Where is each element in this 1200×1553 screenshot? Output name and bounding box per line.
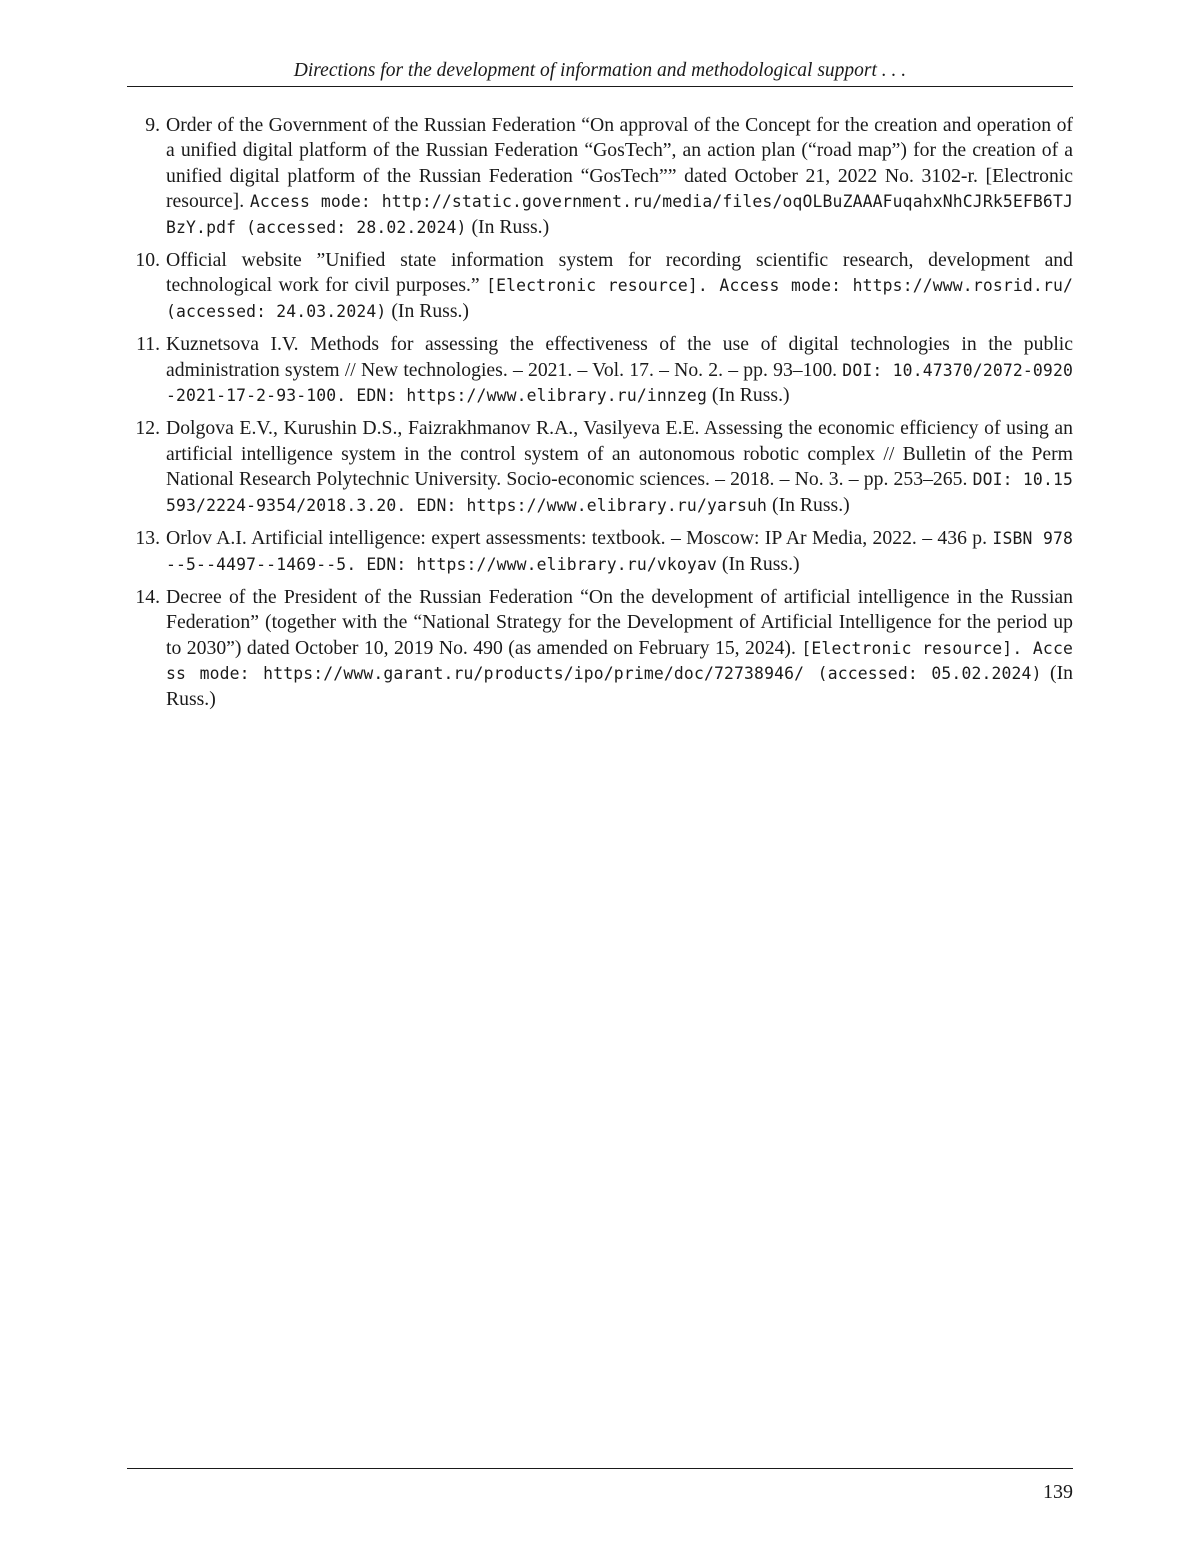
reference-access-info: ISBN 978--5--4497--1469--5. EDN: https://www.elibrary.ru/vkoyav xyxy=(166,529,1074,574)
reference-text-segment: (In Russ.) xyxy=(386,299,469,322)
reference-text xyxy=(166,332,1073,408)
reference-access-info: [Electronic resource]. Access mode: https://www.garant.ru/products/ipo/prime/doc/72738946/ (accessed: 05.02.2024) xyxy=(166,638,1073,684)
reference-number: 10. xyxy=(135,249,160,272)
reference-item xyxy=(127,332,1073,408)
reference-text-segment: (In Russ.) xyxy=(767,493,850,516)
reference-item xyxy=(127,113,1073,240)
reference-number: 11. xyxy=(136,333,160,356)
reference-text-segment: Official website ”Unified state information system for recording scientific research, development and technological work for civil purposes.” xyxy=(166,249,1073,297)
reference-text-segment: Order of the Government of the Russian Federation “On approval of the Concept for the creation and operation of a unified digital platform of the Russian Federation “GosTech”, an action plan (“road map”) for the creation of a unified digital platform of the Russian Federation “GosTech”” dated October 21, 2022 No. 3102-r. [Electronic resource]. xyxy=(166,114,1073,213)
reference-access-info: [Electronic resource]. Access mode: https://www.rosrid.ru/ (accessed: 24.03.2024) xyxy=(166,276,1073,321)
reference-text-segment: (In Russ.) xyxy=(717,552,800,575)
reference-item xyxy=(127,526,1073,577)
reference-text xyxy=(166,113,1073,240)
reference-number: 9. xyxy=(145,114,160,136)
reference-number: 13. xyxy=(135,527,160,550)
footer-rule xyxy=(127,1468,1073,1469)
reference-list xyxy=(127,113,1073,720)
reference-text-segment: (In Russ.) xyxy=(166,662,1073,710)
reference-text xyxy=(166,526,1073,577)
running-header: Directions for the development of information and methodological support . . . xyxy=(293,60,907,81)
reference-text-segment: Decree of the President of the Russian Federation “On the development of artificial intelligence in the Russian Federation” (together with the “National Strategy for the Development of Artificial Intelligence for the period up to 2030”) dated October 10, 2019 No. 490 (as amended on February 15, 2024). xyxy=(166,585,1073,659)
reference-number: 14. xyxy=(135,585,160,608)
page-number: 139 xyxy=(1043,1481,1073,1503)
reference-access-info: DOI: 10.47370/2072-0920-2021-17-2-93-100. EDN: https://www.elibrary.ru/innzeg xyxy=(166,360,1073,406)
reference-item xyxy=(127,416,1073,518)
reference-access-info: Access mode: http://static.government.ru/media/files/oqOLBuZAAAFuqahxNhCJRk5EFB6TJBzY.pdf (accessed: 28.02.2024) xyxy=(166,192,1073,237)
reference-text-segment: (In Russ.) xyxy=(706,384,790,407)
reference-text xyxy=(166,416,1073,518)
reference-number: 12. xyxy=(135,417,160,440)
reference-text-segment: (In Russ.) xyxy=(466,215,550,238)
header-rule xyxy=(127,86,1073,87)
reference-text-segment: Kuznetsova I.V. Methods for assessing the effectiveness of the use of digital technologies in the public administration system // New technologies. – 2021. – Vol. 17. – No. 2. – pp. 93–100. xyxy=(166,333,1073,381)
reference-text xyxy=(166,248,1073,324)
reference-text xyxy=(166,585,1073,712)
reference-text-segment: Dolgova E.V., Kurushin D.S., Faizrakhmanov R.A., Vasilyeva E.E. Assessing the economic efficiency of using an artificial intelligence system in the control system of an autonomous robotic complex // Bulletin of the Perm National Research Polytechnic University. Socio-economic sciences. – 2018. – No. 3. – pp. 253–265. xyxy=(166,417,1073,491)
reference-access-info: DOI: 10.15593/2224-9354/2018.3.20. EDN: https://www.elibrary.ru/yarsuh xyxy=(166,470,1073,515)
reference-text-segment: Orlov A.I. Artificial intelligence: expert assessments: textbook. – Moscow: IP Ar Media, 2022. – 436 p. xyxy=(166,527,993,550)
reference-item xyxy=(127,585,1073,712)
reference-item xyxy=(127,248,1073,324)
